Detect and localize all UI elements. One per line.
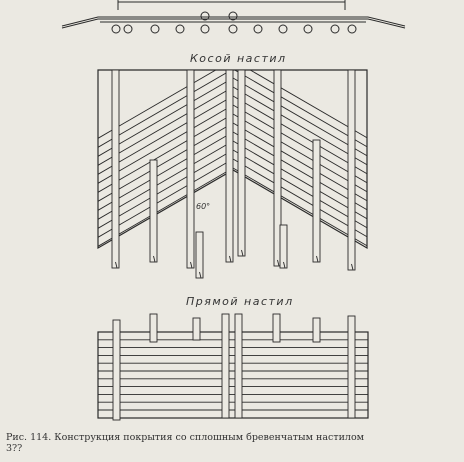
log-post (193, 318, 200, 340)
caption-line-2: 3?? (6, 443, 23, 454)
log-post (112, 70, 119, 268)
log-post (280, 225, 287, 268)
caption-line-1: Рис. 114. Конструкция покрытия со сплошным бревенчатым настилом (6, 432, 365, 443)
log-post (113, 320, 120, 420)
log-post (150, 160, 157, 262)
log-post (273, 314, 280, 342)
section-view (62, 0, 405, 33)
straight-deck (98, 314, 368, 420)
log-post (150, 314, 157, 342)
log-post (187, 70, 194, 268)
log-post (238, 70, 245, 256)
angle-label: 60° (196, 202, 211, 211)
log-post (196, 232, 203, 278)
log-post (313, 318, 320, 342)
straight-deck-label: Прямой настил (186, 295, 294, 308)
log-post (226, 70, 233, 262)
log-post (222, 314, 229, 418)
oblique-deck (98, 60, 367, 327)
figure-caption (6, 432, 462, 454)
log-post (348, 316, 355, 418)
oblique-deck-label: Косой настил (190, 52, 287, 65)
log-post (235, 314, 242, 418)
log-post (313, 140, 320, 262)
oblique-board (233, 249, 367, 327)
log-post (348, 70, 355, 270)
